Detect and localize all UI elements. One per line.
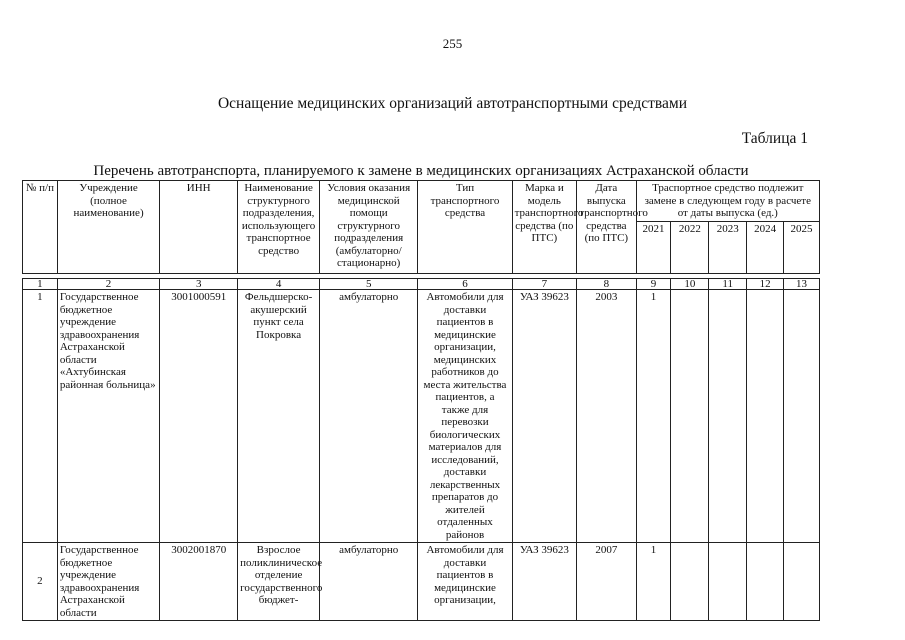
header-institution: Учреждение (полное наименование) bbox=[57, 181, 159, 274]
column-number: 4 bbox=[238, 279, 320, 290]
row-institution: Государственное бюджетное учреждение здравоохранения Астраханской области «Ахтубинская районная больница» bbox=[57, 290, 159, 543]
row-inn: 3001000591 bbox=[160, 290, 238, 543]
column-number: 1 bbox=[23, 279, 58, 290]
header-no: № п/п bbox=[23, 181, 58, 274]
column-number: 10 bbox=[671, 279, 709, 290]
row-unit: Взрослое поликлиническое отделение государственного бюджет- bbox=[238, 543, 320, 621]
row-no: 1 bbox=[23, 290, 58, 543]
document-title: Оснащение медицинских организаций автотранспортными средствами bbox=[217, 95, 688, 112]
row-2021: 1 bbox=[636, 290, 671, 543]
row-2024 bbox=[747, 290, 784, 543]
row-conditions: амбулаторно bbox=[320, 543, 418, 621]
header-unit: Наименование структурного подразделения, использующего транспортное средство bbox=[238, 181, 320, 274]
column-number: 13 bbox=[784, 279, 820, 290]
header-inn: ИНН bbox=[160, 181, 238, 274]
row-2022 bbox=[671, 290, 709, 543]
row-type: Автомобили для доставки пациентов в медицинские организации, bbox=[418, 543, 512, 621]
row-2024 bbox=[747, 543, 784, 621]
column-number-row bbox=[23, 279, 820, 290]
column-number: 9 bbox=[636, 279, 671, 290]
column-number: 12 bbox=[747, 279, 784, 290]
page-number: 255 bbox=[442, 36, 463, 51]
row-2021: 1 bbox=[636, 543, 671, 621]
table-row bbox=[23, 543, 820, 621]
row-date: 2007 bbox=[577, 543, 636, 621]
header-conditions: Условия оказания медицинской помощи структурного подразделения (амбулаторно/стационарно) bbox=[320, 181, 418, 274]
column-number: 3 bbox=[160, 279, 238, 290]
header-year-2023: 2023 bbox=[709, 222, 747, 274]
row-make: УАЗ 39623 bbox=[512, 290, 577, 543]
header-make: Марка и модель транспортного средства (по ПТС) bbox=[512, 181, 577, 274]
vehicle-replacement-table bbox=[22, 180, 820, 621]
row-make: УАЗ 39623 bbox=[512, 543, 577, 621]
header-year-2025: 2025 bbox=[784, 222, 820, 274]
header-date: Дата выпуска транспортного средства (по ПТС) bbox=[577, 181, 636, 274]
column-number: 6 bbox=[418, 279, 512, 290]
table-label: Таблица 1 bbox=[741, 130, 808, 147]
column-number: 2 bbox=[57, 279, 159, 290]
row-conditions: амбулаторно bbox=[320, 290, 418, 543]
header-year-2024: 2024 bbox=[747, 222, 784, 274]
header-year-2021: 2021 bbox=[636, 222, 671, 274]
row-inn: 3002001870 bbox=[160, 543, 238, 621]
column-number: 8 bbox=[577, 279, 636, 290]
row-2023 bbox=[709, 543, 747, 621]
header-row bbox=[23, 181, 820, 222]
header-year-2022: 2022 bbox=[671, 222, 709, 274]
row-2025 bbox=[784, 543, 820, 621]
header-replacement: Траспортное средство подлежит замене в следующем году в расчете от даты выпуска (ед.) bbox=[636, 181, 819, 222]
column-number: 7 bbox=[512, 279, 577, 290]
table-row bbox=[23, 290, 820, 543]
row-no: 2 bbox=[23, 543, 58, 621]
row-2022 bbox=[671, 543, 709, 621]
row-unit: Фельдшерско-акушерский пункт села Покровка bbox=[238, 290, 320, 543]
row-2025 bbox=[784, 290, 820, 543]
header-type: Тип транспортного средства bbox=[418, 181, 512, 274]
row-type: Автомобили для доставки пациентов в медицинские организации, медицинских работников до места жительства пациентов, а также для перевозки биологических материалов для исследований, доставки лекарственных препаратов до жителей отдаленных районов bbox=[418, 290, 512, 543]
row-2023 bbox=[709, 290, 747, 543]
row-institution: Государственное бюджетное учреждение здравоохранения Астраханской области bbox=[57, 543, 159, 621]
table-caption: Перечень автотранспорта, планируемого к замене в медицинских организациях Астраханской области bbox=[93, 163, 749, 179]
column-number: 11 bbox=[709, 279, 747, 290]
column-number: 5 bbox=[320, 279, 418, 290]
row-date: 2003 bbox=[577, 290, 636, 543]
